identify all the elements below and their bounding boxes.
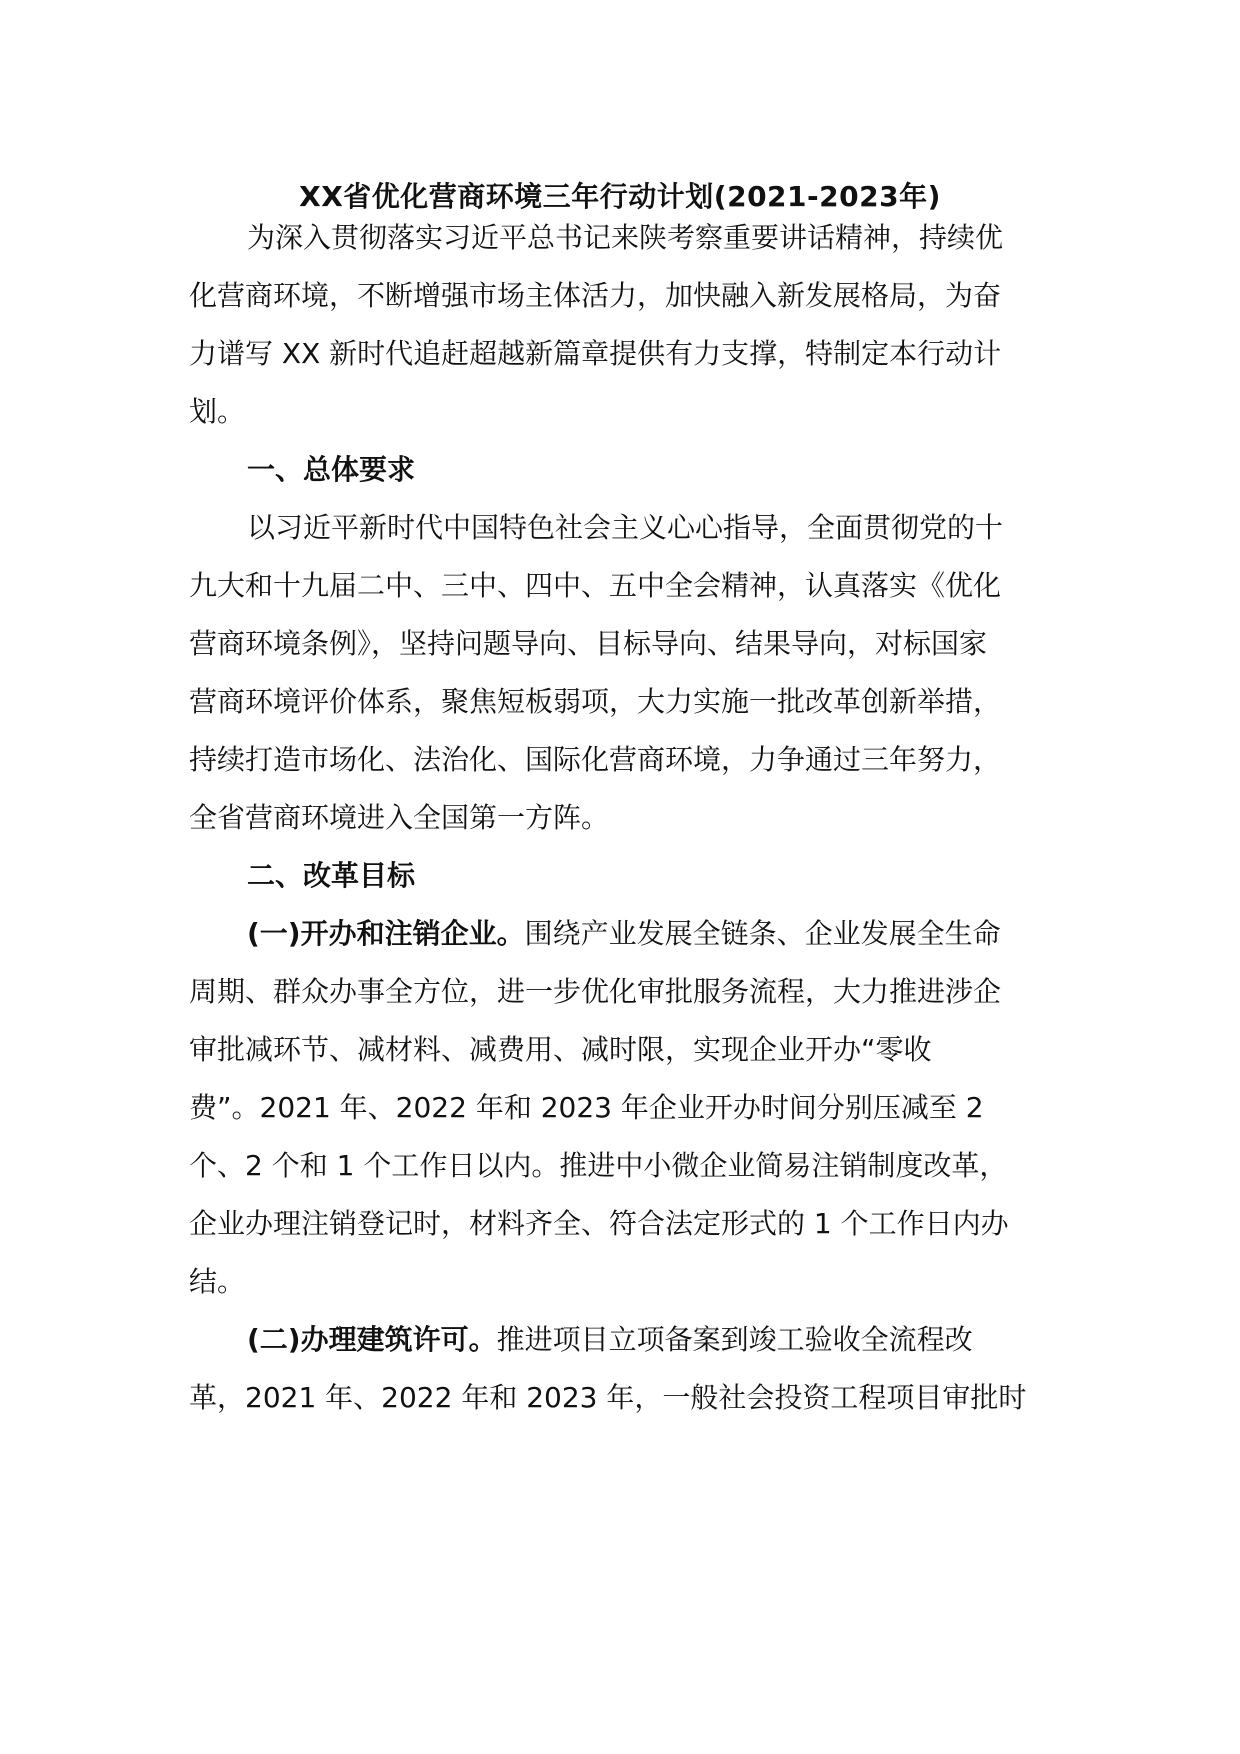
document-title: XX省优化营商环境三年行动计划(2021-2023年) [299,180,941,213]
paragraph-line: 持续打造市场化、法治化、国际化营商环境，力争通过三年努力， [189,743,1002,776]
paragraph-line: 审批减环节、减材料、减费用、减时限，实现企业开办“零收 [189,1033,932,1066]
paragraph-line: 周期、群众办事全方位，进一步优化审批服务流程，大力推进涉企 [189,975,1002,1008]
paragraph-line [247,1320,1240,1360]
paragraph-line: 为深入贯彻落实习近平总书记来陕考察重要讲话精神，持续优 [247,221,1004,254]
subsection-heading: (二)办理建筑许可。 [247,1323,497,1356]
paragraph-line: 费”。2021 年、2022 年和 2023 年企业开办时间分别压减至 2 [189,1091,984,1124]
paragraph-line: 营商环境评价体系，聚焦短板弱项，大力实施一批改革创新举措， [189,685,1002,718]
paragraph-text: 推进项目立项备案到竣工验收全流程改 [496,1323,973,1356]
paragraph-line: 结。 [189,1265,246,1298]
paragraph-line: 化营商环境，不断增强市场主体活力，加快融入新发展格局，为奋 [189,279,1002,312]
paragraph-line: 力谱写 XX 新时代追赶超越新篇章提供有力支撑，特制定本行动计 [189,337,1002,370]
section-heading: 二、改革目标 [247,859,416,892]
paragraph-line: 九大和十九届二中、三中、四中、五中全会精神，认真落实《优化 [189,569,1002,602]
section-heading: 一、总体要求 [247,453,416,486]
paragraph-line: 全省营商环境进入全国第一方阵。 [189,801,610,834]
paragraph-line [247,914,1240,954]
paragraph-line: 以习近平新时代中国特色社会主义心心指导，全面贯彻党的十 [247,511,1004,544]
subsection-heading: (一)开办和注销企业。 [247,917,525,950]
paragraph-line: 革，2021 年、2022 年和 2023 年，一般社会投资工程项目审批时 [189,1381,1027,1414]
paragraph-line: 个、2 个和 1 个工作日以内。推进中小微企业简易注销制度改革， [189,1149,1008,1182]
paragraph-text: 围绕产业发展全链条、企业发展全生命 [524,917,1001,950]
paragraph-line: 企业办理注销登记时，材料齐全、符合法定形式的 1 个工作日内办 [189,1207,1009,1240]
paragraph-line: 划。 [189,395,246,428]
paragraph-line: 营商环境条例》，坚持问题导向、目标导向、结果导向，对标国家 [189,627,988,660]
